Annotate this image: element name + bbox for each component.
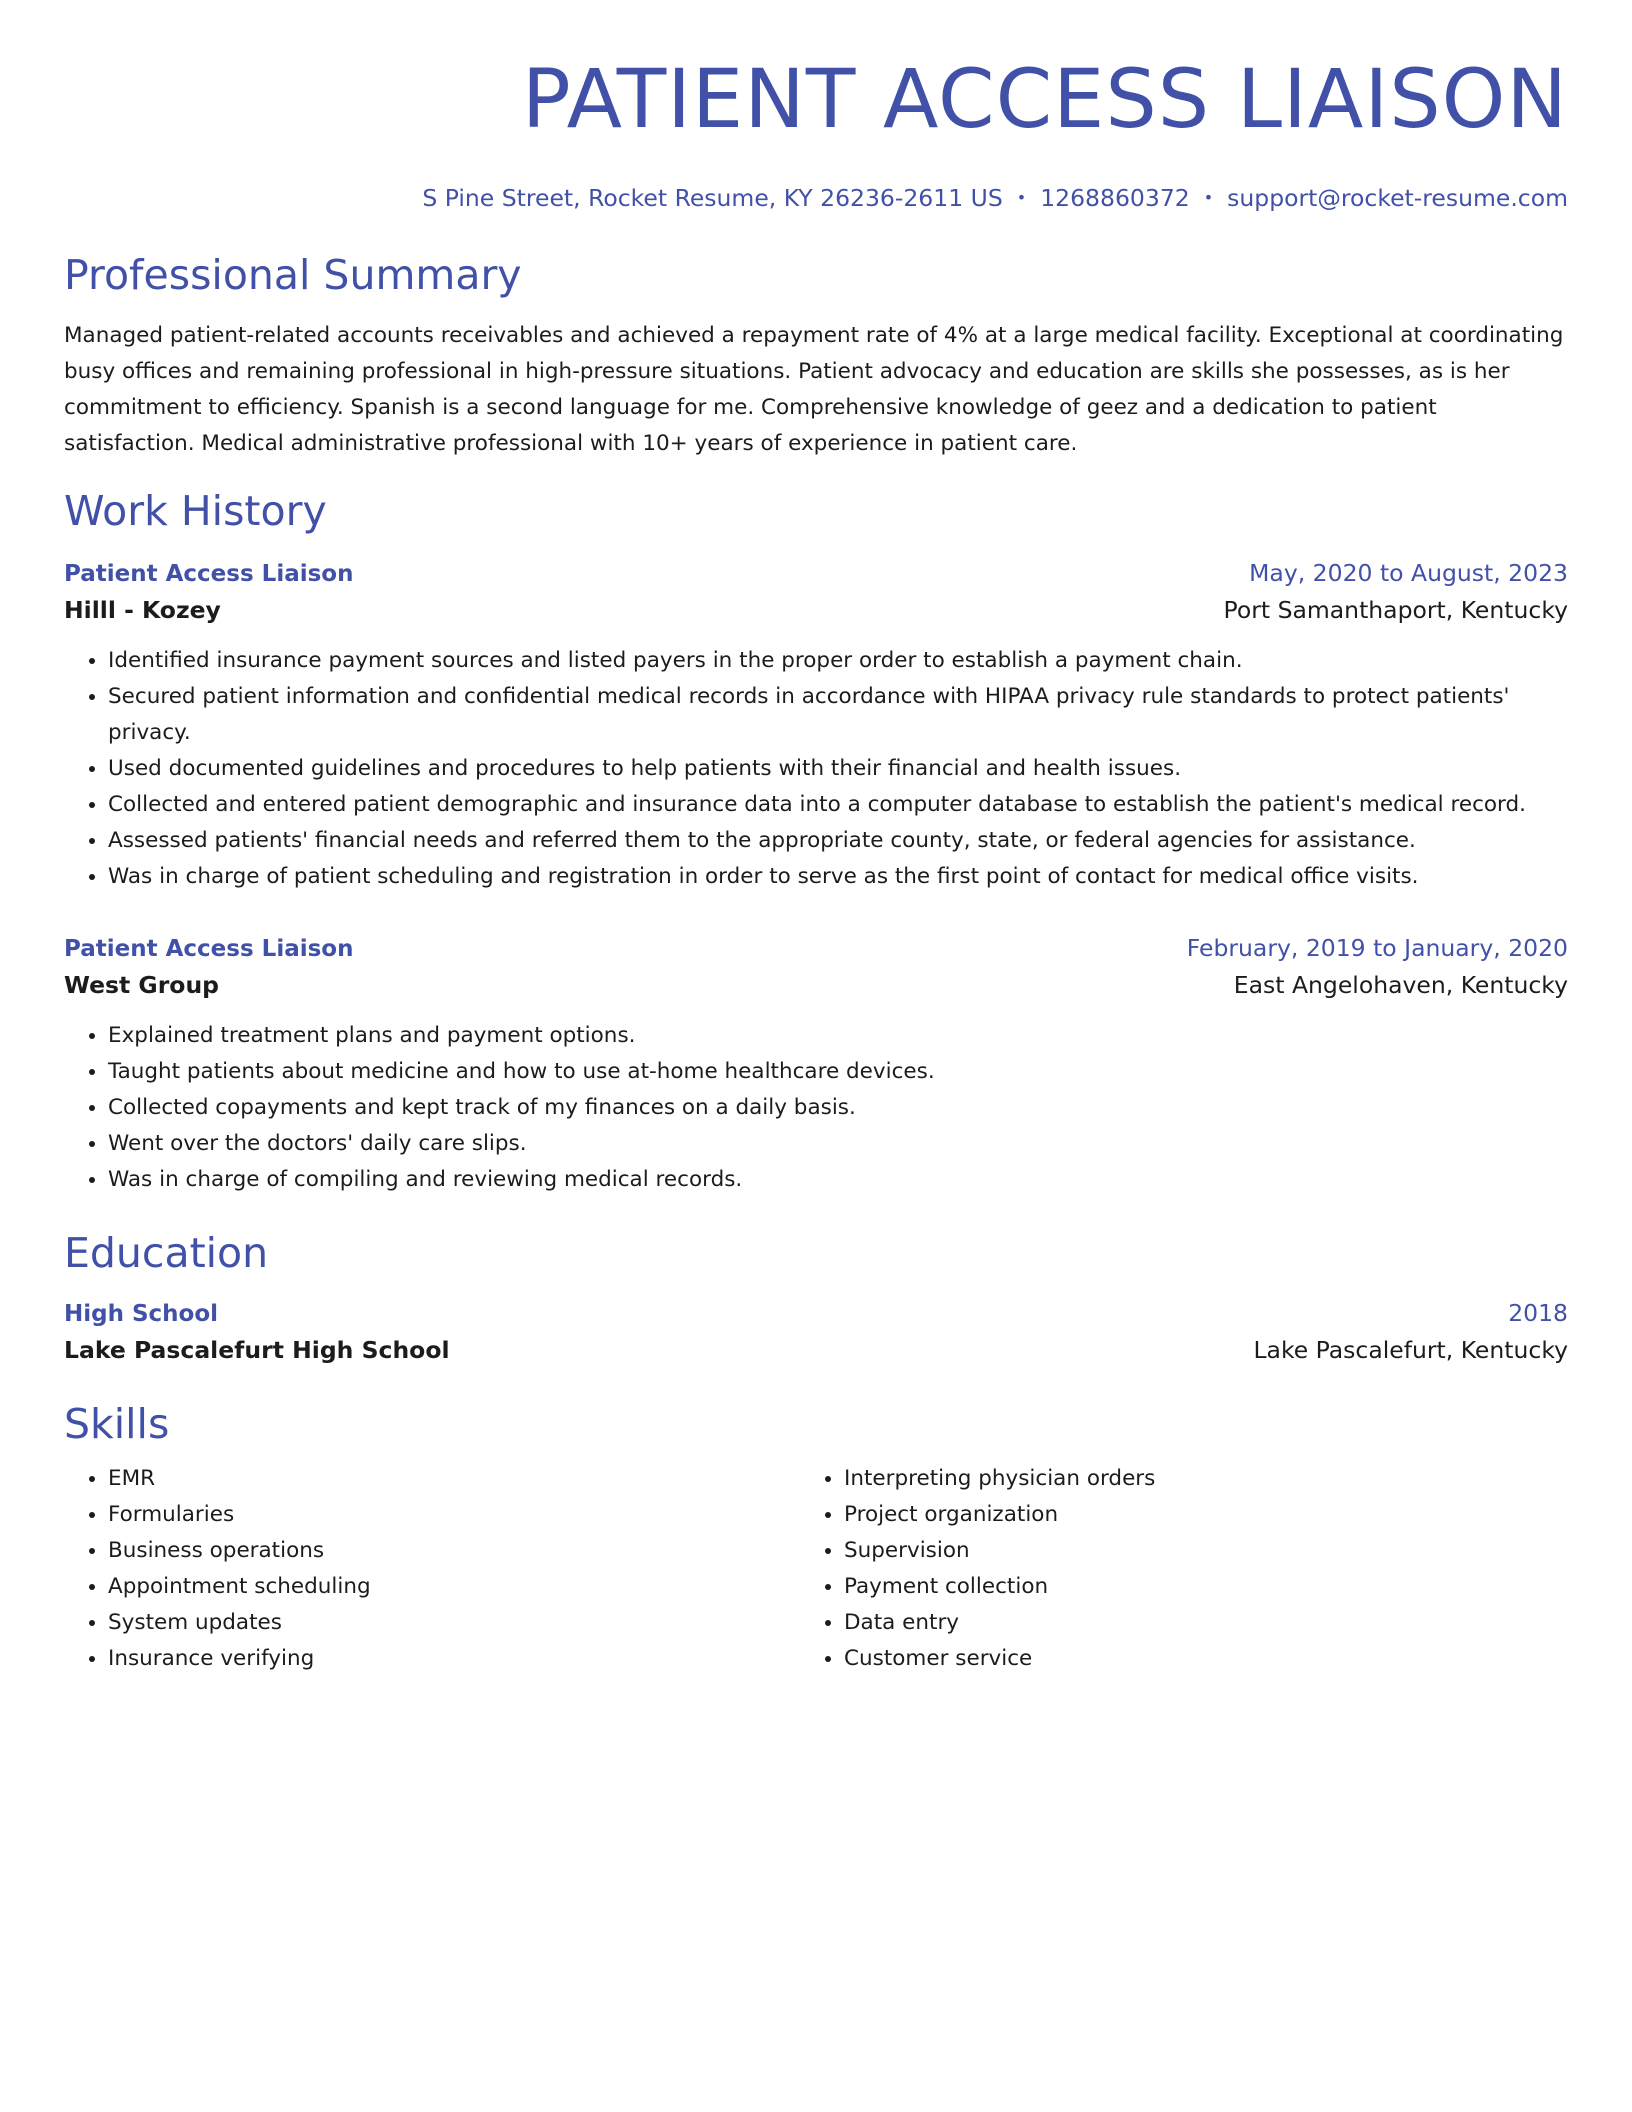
job-location: Port Samanthaport, Kentucky xyxy=(1223,596,1568,624)
list-item: • Went over the doctors' daily care slips. xyxy=(108,1126,1568,1162)
skill-item: • Interpreting physician orders xyxy=(844,1461,1536,1497)
section-title-education: Education xyxy=(64,1229,269,1277)
job-location: East Angelohaven, Kentucky xyxy=(1233,971,1568,999)
list-item: • Was in charge of patient scheduling and registration in order to serve as the first point of contact for medical office visits. xyxy=(108,859,1568,895)
list-item: • Explained treatment plans and payment options. xyxy=(108,1018,1568,1054)
skill-item: • Supervision xyxy=(844,1533,1536,1569)
education-location: Lake Pascalefurt, Kentucky xyxy=(1253,1336,1568,1364)
contact-address: S Pine Street, Rocket Resume, KY 26236-2611 US xyxy=(422,184,1003,212)
resume-header xyxy=(64,0,1568,212)
job-bullets xyxy=(64,643,1568,895)
job-company-row xyxy=(64,591,1568,629)
job-company: Hilll - Kozey xyxy=(64,596,221,624)
section-title-summary: Professional Summary xyxy=(64,251,522,299)
list-item: • Taught patients about medicine and how to use at-home healthcare devices. xyxy=(108,1054,1568,1090)
job-title: Patient Access Liaison xyxy=(64,936,354,962)
list-item: • Secured patient information and confidential medical records in accordance with HIPAA privacy rule standards to protect patients' privacy. xyxy=(108,679,1568,751)
contact-separator: • xyxy=(1016,188,1027,207)
list-item: • Was in charge of compiling and reviewing medical records. xyxy=(108,1162,1568,1198)
education-year: 2018 xyxy=(1508,1299,1568,1327)
job-entry xyxy=(64,556,1568,895)
skill-item: • Appointment scheduling xyxy=(108,1569,800,1605)
list-item: • Used documented guidelines and procedures to help patients with their financial and health issues. xyxy=(108,751,1568,787)
contact-email: support@rocket-resume.com xyxy=(1227,184,1568,212)
contact-phone: 1268860372 xyxy=(1040,184,1190,212)
education-school-row xyxy=(64,1331,1568,1369)
skill-item: • EMR xyxy=(108,1461,800,1497)
job-bullets xyxy=(64,1018,1568,1198)
job-title: Patient Access Liaison xyxy=(64,561,354,587)
job-header-row xyxy=(64,556,1568,591)
skill-item: • Business operations xyxy=(108,1533,800,1569)
skill-item: • Project organization xyxy=(844,1497,1536,1533)
skill-item: • Formularies xyxy=(108,1497,800,1533)
skills-list xyxy=(64,1461,1568,1677)
list-item: • Collected copayments and kept track of my finances on a daily basis. xyxy=(108,1090,1568,1126)
skill-item: • Insurance verifying xyxy=(108,1641,800,1677)
job-dates: May, 2020 to August, 2023 xyxy=(1249,559,1568,587)
summary-text: Managed patient-related accounts receivables and achieved a repayment rate of 4% at a large medical facility. Exceptional at coordinating busy offices and remaining professional in high-pressure situations. Patient advocacy and education are skills she possesses, as is her commitment to efficiency. Spanish is a second language for me. Comprehensive knowledge of geez and a dedication to patient satisfaction. Medical administrative professional with 10+ years of experience in patient care. xyxy=(64,323,1564,456)
job-header-row xyxy=(64,931,1568,966)
section-title-skills: Skills xyxy=(64,1400,170,1448)
job-entry xyxy=(64,931,1568,1198)
skills-column-right xyxy=(800,1461,1536,1677)
skill-item: • System updates xyxy=(108,1605,800,1641)
section-title-work-history: Work History xyxy=(64,487,327,535)
contact-separator: • xyxy=(1203,188,1214,207)
education-entry xyxy=(64,1296,1568,1369)
job-dates: February, 2019 to January, 2020 xyxy=(1186,934,1568,962)
list-item: • Assessed patients' financial needs and referred them to the appropriate county, state, or federal agencies for assistance. xyxy=(108,823,1568,859)
skill-item: • Customer service xyxy=(844,1641,1536,1677)
education-school: Lake Pascalefurt High School xyxy=(64,1336,450,1364)
job-company: West Group xyxy=(64,971,219,999)
job-company-row xyxy=(64,966,1568,1004)
skill-item: • Payment collection xyxy=(844,1569,1536,1605)
education-degree: High School xyxy=(64,1301,219,1327)
list-item: • Identified insurance payment sources and listed payers in the proper order to establish a payment chain. xyxy=(108,643,1568,679)
list-item: • Collected and entered patient demographic and insurance data into a computer database to establish the patient's medical record. xyxy=(108,787,1568,823)
skills-column-left xyxy=(64,1461,800,1677)
skill-item: • Data entry xyxy=(844,1605,1536,1641)
education-header-row xyxy=(64,1296,1568,1331)
candidate-name: PATIENT ACCESS LIAISON xyxy=(521,53,1568,147)
contact-line xyxy=(64,184,1568,212)
